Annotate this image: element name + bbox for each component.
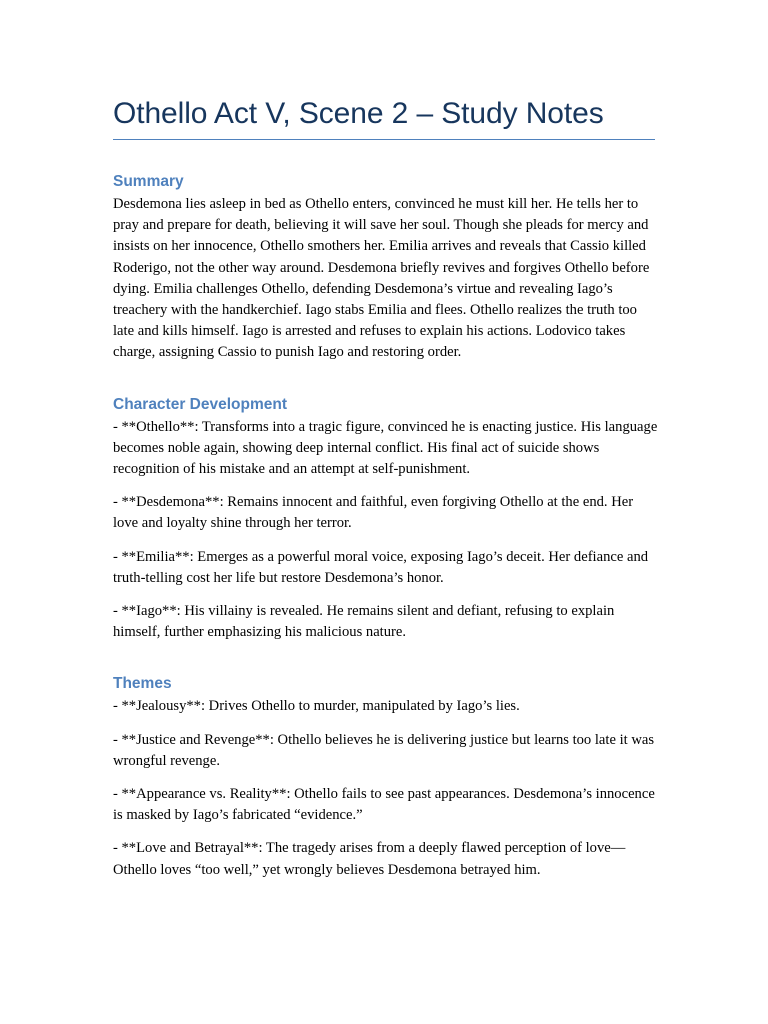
document-title: Othello Act V, Scene 2 – Study Notes [113, 97, 604, 130]
title-underline [113, 139, 655, 140]
character-item-emilia: - **Emilia**: Emerges as a powerful moral voice, exposing Iago’s deceit. Her defiance and truth-telling cost her life but restore Desdemona’s honor. [113, 548, 649, 586]
summary-paragraph: Desdemona lies asleep in bed as Othello enters, convinced he must kill her. He tells her to pray and prepare for death, believing it will save her soul. Though she pleads for mercy and insists on her innocence, Othello smothers her. Emilia arrives and reveals that Cassio killed Roderigo, not the other way around. Desdemona briefly revives and forgives Othello before dying. Emilia challenges Othello, defending Desdemona’s virtue and revealing Iago’s treachery with the handkerchief. Iago stabs Emilia and flees. Othello realizes the truth too late and kills himself. Iago is arrested and refuses to explain his actions. Lodovico takes charge, assigning Cassio to punish Iago and restoring order. [113, 196, 650, 361]
theme-item-love-betrayal: - **Love and Betrayal**: The tragedy arises from a deeply flawed perception of love—Othello loves “too well,” yet wrongly believes Desdemona betrayed him. [113, 840, 626, 878]
character-item-othello: - **Othello**: Transforms into a tragic figure, convinced he is enacting justice. His language becomes noble again, showing deep internal conflict. His final act of suicide shows recognition of his mistake and an attempt at self-punishment. [113, 418, 658, 478]
character-item-desdemona: - **Desdemona**: Remains innocent and faithful, even forgiving Othello at the end. Her love and loyalty shine through her terror. [113, 494, 634, 532]
theme-item-justice-revenge: - **Justice and Revenge**: Othello believes he is delivering justice but learns too late it was wrongful revenge. [113, 731, 655, 769]
summary-heading: Summary [113, 173, 184, 190]
theme-item-jealousy: - **Jealousy**: Drives Othello to murder, manipulated by Iago’s lies. [113, 698, 520, 715]
character-item-iago: - **Iago**: His villainy is revealed. He remains silent and defiant, refusing to explain himself, further emphasizing his malicious nature. [113, 603, 615, 641]
document-page [113, 92, 658, 881]
character-development-heading: Character Development [113, 395, 288, 413]
themes-heading: Themes [113, 675, 172, 693]
theme-item-appearance-reality: - **Appearance vs. Reality**: Othello fails to see past appearances. Desdemona’s innocence is masked by Iago’s fabricated “evidence.” [113, 786, 655, 824]
